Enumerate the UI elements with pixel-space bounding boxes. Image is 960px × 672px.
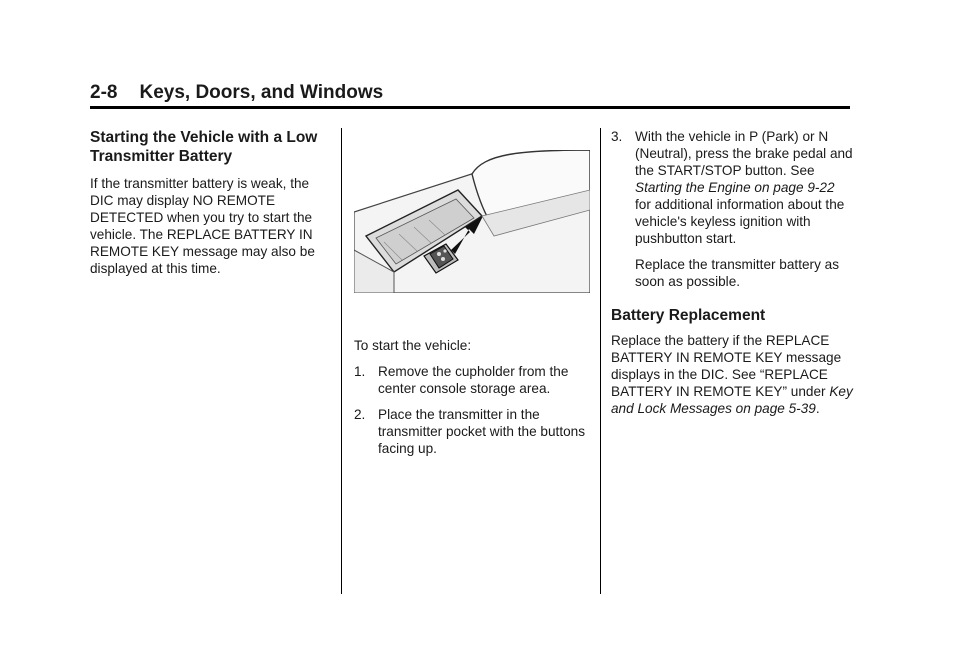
step-extra-note: Replace the transmitter battery as soon as possible.	[635, 257, 839, 289]
cross-reference-key-lock-messages[interactable]: Key and Lock Messages on page 5-39	[611, 384, 853, 416]
start-steps-list	[354, 363, 590, 457]
low-battery-paragraph: If the transmitter battery is weak, the DIC may display NO REMOTE DETECTED when you try to start the vehicle. The REPLACE BATTERY IN REMOTE KEY message may also be displayed at this time.	[90, 176, 315, 276]
header-rule	[90, 106, 850, 109]
step-number: 1.	[354, 364, 366, 379]
start-steps-continued	[611, 128, 853, 290]
column-divider-2	[600, 128, 601, 594]
start-intro: To start the vehicle:	[354, 338, 472, 353]
page-header	[90, 80, 850, 106]
page-number: 2-8	[90, 82, 118, 103]
column-1	[90, 128, 328, 277]
step-text-before: With the vehicle in P (Park) or N (Neutral), press the brake pedal and the START/STOP button. See	[635, 129, 853, 178]
cross-reference-starting-engine[interactable]: Starting the Engine on page 9-22	[635, 180, 835, 195]
paragraph-text-before: Replace the battery if the REPLACE BATTERY IN REMOTE KEY message displays in the DIC. See “REPLACE BATTERY IN REMOTE KEY” under	[611, 333, 842, 399]
section-heading-low-battery: Starting the Vehicle with a Low Transmitter Battery	[90, 129, 318, 165]
column-3	[611, 128, 853, 417]
step-number: 2.	[354, 407, 366, 422]
header-text	[90, 80, 850, 106]
section-heading-battery-replacement: Battery Replacement	[611, 307, 766, 324]
step-item	[611, 128, 853, 290]
step-item	[354, 406, 590, 457]
paragraph-text-after: .	[815, 401, 820, 416]
column-divider-1	[341, 128, 342, 594]
console-illustration	[354, 150, 590, 293]
column-2	[354, 128, 590, 457]
step-number: 3.	[611, 129, 623, 144]
step-item	[354, 363, 590, 397]
step-text: Place the transmitter in the transmitter pocket with the buttons facing up.	[378, 407, 586, 456]
step-text: Remove the cupholder from the center console storage area.	[378, 364, 569, 396]
battery-replacement-paragraph	[611, 332, 853, 417]
step-text-after: for additional information about the vehicle's keyless ignition with pushbutton start.	[635, 197, 845, 246]
console-illustration-svg	[354, 150, 590, 293]
chapter-title: Keys, Doors, and Windows	[139, 82, 384, 103]
